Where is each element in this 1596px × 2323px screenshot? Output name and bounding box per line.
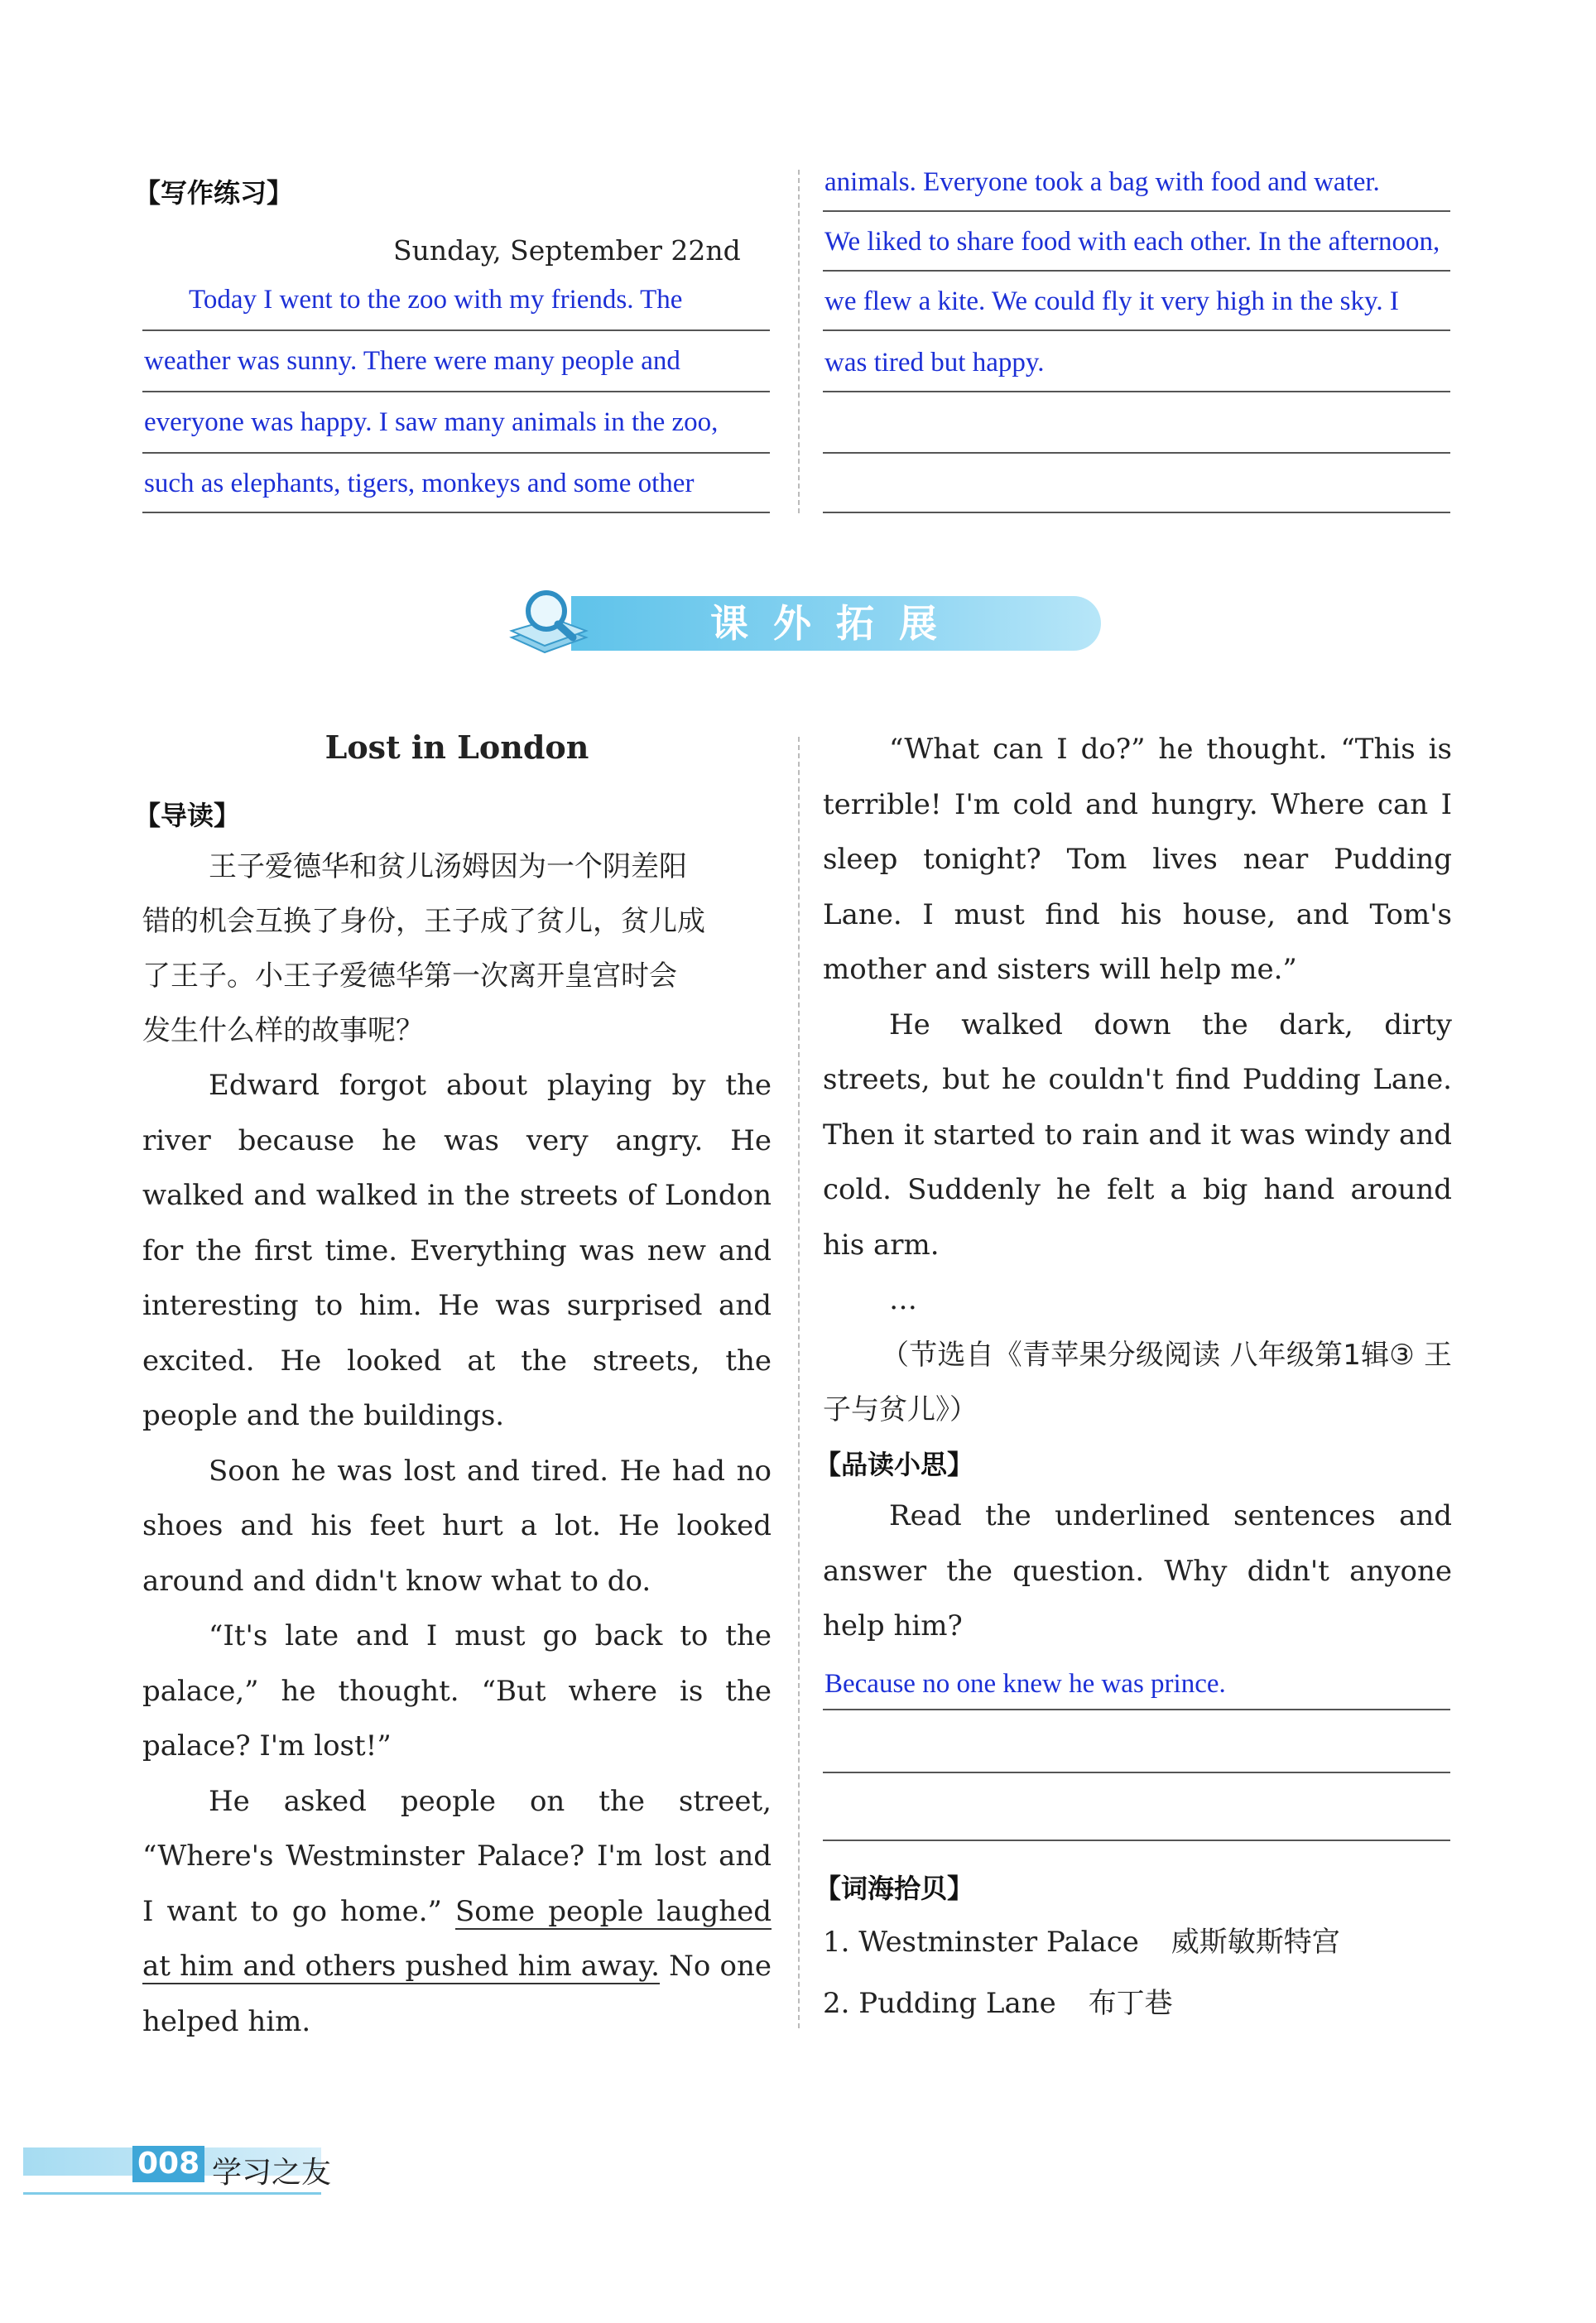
intro-text bbox=[142, 839, 772, 1058]
vocab-item-2-zh: 布丁巷 bbox=[1088, 1987, 1173, 2020]
vocab-item-1-zh: 威斯敏斯特宫 bbox=[1171, 1926, 1340, 1959]
rule-right-2 bbox=[823, 270, 1450, 272]
footer-line bbox=[23, 2192, 321, 2195]
paragraph-4-end: No one helped him. bbox=[142, 1950, 772, 2038]
underlined-sentence: Some people laughed at him and others pushed him away. bbox=[142, 1894, 772, 1983]
rule-right-1 bbox=[823, 210, 1450, 212]
top-column-divider bbox=[798, 170, 800, 513]
intro-line-3: 了王子。小王子爱德华第一次离开皇宫时会 bbox=[142, 960, 677, 993]
rule-left-3 bbox=[142, 452, 770, 454]
writing-line-5: animals. Everyone took a bag with food and water. bbox=[824, 167, 1380, 197]
writing-line-1: Today I went to the zoo with my friends. The bbox=[189, 285, 683, 315]
vocab-item-2-num: 2. bbox=[823, 1987, 850, 2020]
source-citation: （节选自《青苹果分级阅读 八年级第1辑③ 王子与贫儿》） bbox=[823, 1338, 1452, 1426]
writing-line-3: everyone was happy. I saw many animals in the zoo, bbox=[144, 407, 719, 437]
intro-line-1: 王子爱德华和贫儿汤姆因为一个阴差阳 bbox=[209, 850, 687, 883]
rule-left-2 bbox=[142, 391, 770, 392]
writing-line-7: we flew a kite. We could fly it very high in the sky. I bbox=[824, 286, 1399, 316]
story-column-divider bbox=[798, 737, 800, 2028]
story-right-column bbox=[823, 722, 1452, 1437]
intro-line-4: 发生什么样的故事呢？ bbox=[142, 1014, 424, 1047]
paragraph-6: He walked down the dark, dirty streets, but he couldn't find Pudding Lane. Then it started to rain and it was windy and cold. Suddenly he felt a big hand around his arm. bbox=[823, 1008, 1452, 1262]
paragraph-5: “What can I do?” he thought. “This is terrible! I'm cold and hungry. Where can I sleep tonight? Tom lives near Pudding Lane. I must find his house, and Tom's mother and sisters will help me.” bbox=[823, 733, 1452, 986]
paragraph-2: Soon he was lost and tired. He had no shoes and his feet hurt a lot. He looked around and didn't know what to do. bbox=[142, 1454, 772, 1598]
diary-date: Sunday, September 22nd bbox=[393, 234, 741, 267]
page-number: 008 bbox=[132, 2146, 204, 2182]
story-title: Lost in London bbox=[324, 729, 589, 766]
rule-left-4 bbox=[142, 512, 770, 513]
vocab-item-2-en: Pudding Lane bbox=[858, 1987, 1056, 2020]
paragraph-1: Edward forgot about playing by the river because he was very angry. He walked and walked in the streets of London for the first time. Everything was new and interesting to him. He was surprised and excited. He looked at the streets, the people and the buildings. bbox=[142, 1069, 772, 1432]
rule-right-3 bbox=[823, 329, 1450, 331]
intro-line-2: 错的机会互换了身份，王子成了贫儿，贫儿成 bbox=[142, 905, 705, 938]
ellipsis: … bbox=[889, 1283, 917, 1316]
reflection-question: Read the underlined sentences and answer the question. Why didn't anyone help him? bbox=[823, 1499, 1452, 1642]
reflection-label: 【品读小思】 bbox=[815, 1449, 974, 1480]
vocab-label: 【词海拾贝】 bbox=[815, 1873, 974, 1904]
reflection-answer: Because no one knew he was prince. bbox=[824, 1669, 1226, 1699]
answer-rule-2 bbox=[823, 1772, 1450, 1773]
vocab-item-1 bbox=[823, 1919, 1340, 1960]
rule-right-6 bbox=[823, 512, 1450, 513]
paragraph-4-start: He asked people on the street, “Where's Westminster Palace? I'm lost and I want to go home.” bbox=[142, 1784, 772, 1928]
banner-title: 课外拓展 bbox=[710, 601, 962, 646]
intro-label: 【导读】 bbox=[134, 800, 241, 831]
answer-rule-3 bbox=[823, 1840, 1450, 1841]
answer-rule-1 bbox=[823, 1709, 1450, 1710]
rule-left-1 bbox=[142, 329, 770, 331]
book-title: 学习之友 bbox=[212, 2156, 332, 2190]
vocab-item-1-en: Westminster Palace bbox=[858, 1926, 1139, 1959]
writing-label: 【写作练习】 bbox=[134, 177, 294, 209]
paragraph-3: “It's late and I must go back to the palace,” he thought. “But where is the palace? I'm lost!” bbox=[142, 1619, 772, 1763]
paragraph-4 bbox=[142, 1774, 772, 2050]
rule-right-5 bbox=[823, 452, 1450, 454]
writing-line-6: We liked to share food with each other. In the afternoon, bbox=[824, 227, 1440, 257]
vocab-item-1-num: 1. bbox=[823, 1926, 850, 1959]
vocab-item-2 bbox=[823, 1980, 1173, 2021]
writing-line-2: weather was sunny. There were many people and bbox=[144, 346, 680, 376]
rule-right-4 bbox=[823, 391, 1450, 392]
writing-line-4: such as elephants, tigers, monkeys and some other bbox=[144, 469, 695, 498]
story-left-column bbox=[142, 1058, 772, 2049]
magnifier-book-icon bbox=[503, 580, 594, 662]
writing-line-8: was tired but happy. bbox=[824, 348, 1045, 378]
